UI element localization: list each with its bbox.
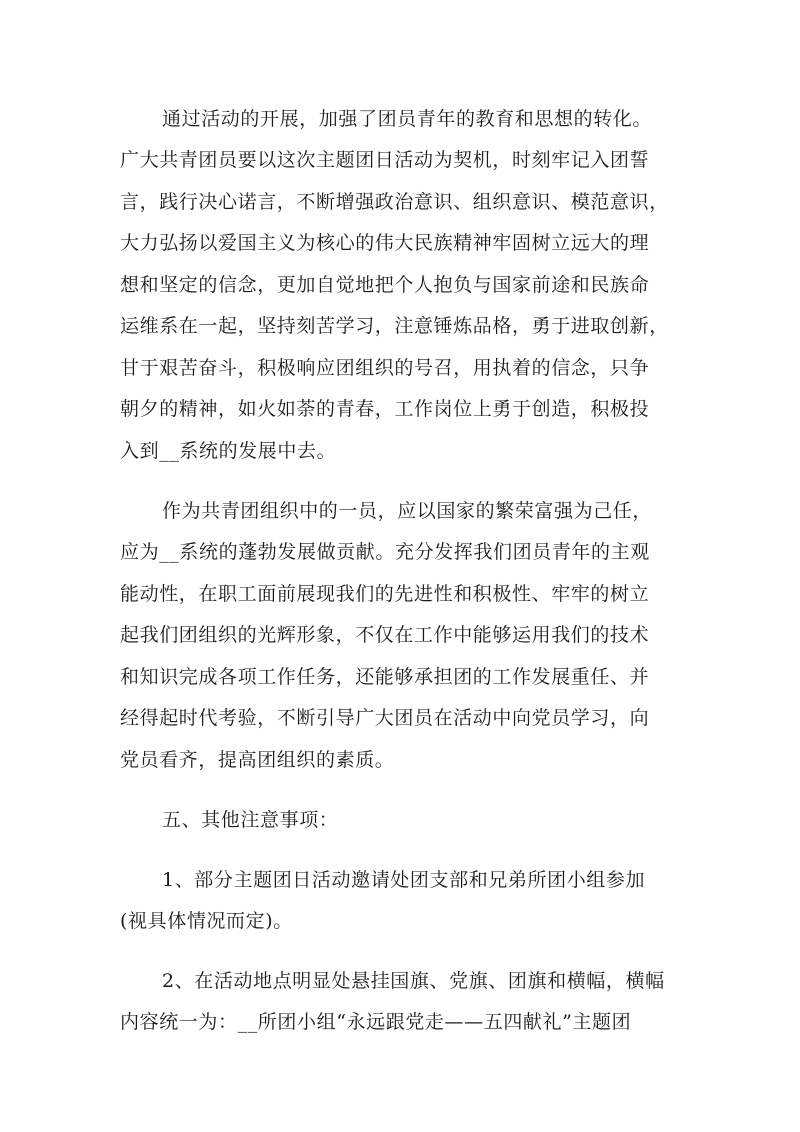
item-2-line-2: 内容统一为：__所团小组“永远跟党走——五四献礼”主题团	[120, 1011, 632, 1033]
paragraph-2-line-4: 起我们团组织的光辉形象，不仅在工作中能够运用我们的技术	[120, 624, 650, 646]
paragraph-2-line-3: 能动性，在职工面前展现我们的先进性和积极性、牢牢的树立	[120, 583, 650, 605]
paragraph-2-line-1: 作为共青团组织中的一员，应以国家的繁荣富强为己任，	[162, 500, 653, 522]
paragraph-1-line-4: 大力弘扬以爱国主义为核心的伟大民族精神牢固树立远大的理	[120, 232, 650, 254]
paragraph-2-line-5: 和知识完成各项工作任务，还能够承担团的工作发展重任、并	[120, 666, 650, 688]
paragraph-1-line-7: 甘于艰苦奋斗，积极响应团组织的号召，用执着的信念，只争	[120, 357, 650, 379]
paragraph-1-line-3: 言，践行决心诺言，不断增强政治意识、组织意识、模范意识，	[120, 191, 669, 213]
paragraph-1-line-9: 入到__系统的发展中去。	[120, 440, 337, 462]
paragraph-1-line-8: 朝夕的精神，如火如荼的青春，工作岗位上勇于创造，积极投	[120, 398, 650, 420]
section-heading-other-notes: 五、其他注意事项：	[162, 809, 339, 831]
paragraph-1-line-6: 运维系在一起，坚持刻苦学习，注意锤炼品格，勇于进取创新，	[120, 315, 669, 337]
paragraph-1-line-5: 想和坚定的信念，更加自觉地把个人抱负与国家前途和民族命	[120, 274, 650, 296]
paragraph-2-line-7: 党员看齐，提高团组织的素质。	[120, 749, 395, 771]
item-1-line-1: 1、部分主题团日活动邀请处团支部和兄弟所团小组参加	[162, 869, 646, 891]
item-1-line-2: (视具体情况而定)。	[120, 910, 293, 932]
paragraph-1-line-1: 通过活动的开展，加强了团员青年的教育和思想的转化。	[162, 108, 653, 130]
paragraph-2-line-2: 应为__系统的蓬勃发展做贡献。充分发挥我们团员青年的主观	[120, 541, 650, 563]
paragraph-2-line-6: 经得起时代考验，不断引导广大团员在活动中向党员学习，向	[120, 707, 650, 729]
item-2-line-1: 2、在活动地点明显处悬挂国旗、党旗、团旗和横幅，横幅	[162, 970, 665, 992]
paragraph-1-line-2: 广大共青团员要以这次主题团日活动为契机，时刻牢记入团誓	[120, 149, 650, 171]
